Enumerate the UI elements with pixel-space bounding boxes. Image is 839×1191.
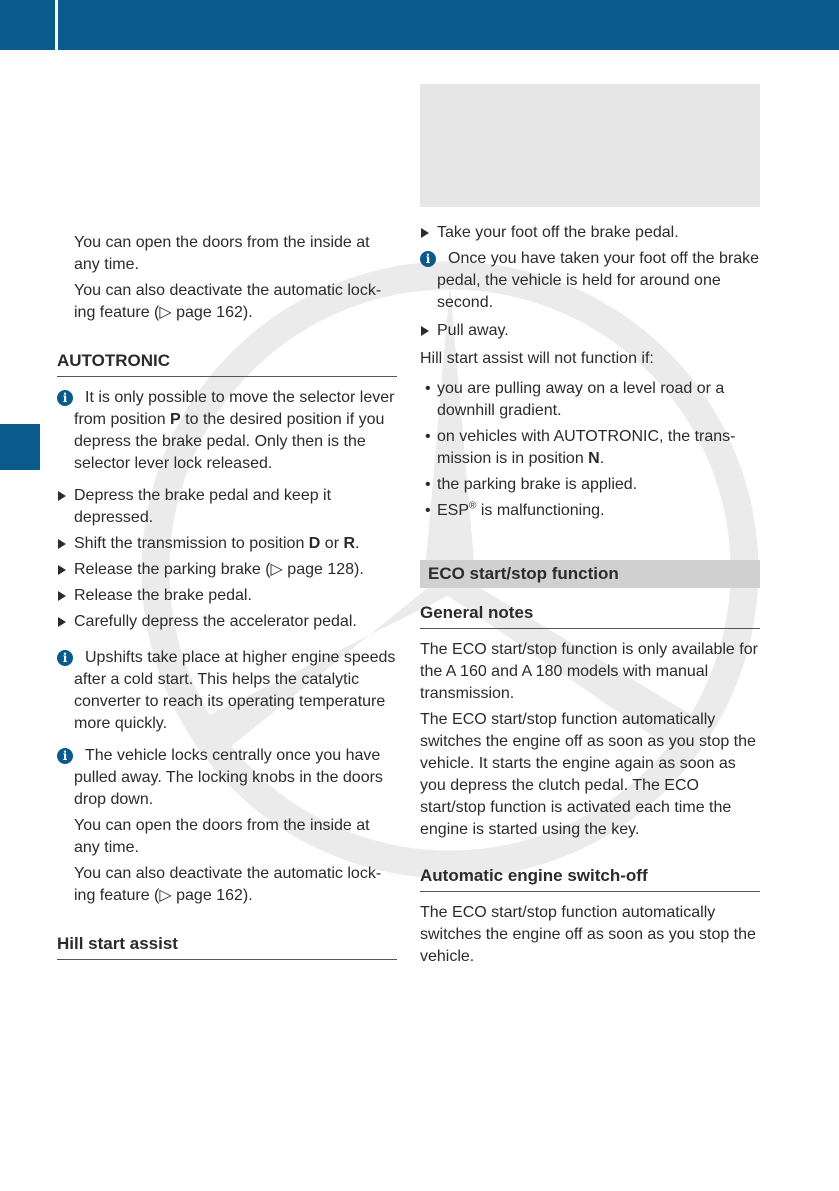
section-side-tab — [0, 424, 40, 470]
info-text-cont: to the desired position if you depress the brake pedal. Only then is the selector lever lock released. — [74, 411, 385, 472]
bullet-esp — [420, 500, 760, 522]
step-text: Pull away. — [437, 322, 509, 339]
step-shift-transmission — [57, 533, 397, 555]
arrow-right-icon — [421, 228, 429, 238]
info-icon: i — [57, 748, 73, 764]
position-p: P — [170, 411, 181, 428]
info-text: The vehicle locks centrally once you have pulled away. The locking knobs in the doors drop down. — [74, 747, 383, 808]
position-r: R — [343, 535, 356, 552]
not-function-paragraph: Hill start assist will not function if: — [420, 350, 654, 367]
step-text: Release the parking brake (▷ page 128). — [74, 561, 364, 578]
intro-paragraph-2: You can also deactivate the automatic lock-ing feature (▷ page 162). — [74, 282, 382, 321]
position-n: N — [588, 450, 600, 467]
header-bar — [0, 0, 839, 50]
esp-text: ESP — [437, 502, 470, 519]
bullet-dot: • — [425, 428, 431, 445]
step-foot-off-brake — [420, 222, 760, 244]
info-selector-lever — [57, 387, 397, 475]
bullet-parking-brake — [420, 474, 760, 496]
arrow-right-icon — [58, 617, 66, 627]
info-text: Upshifts take place at higher engine speeds after a cold start. This helps the catalytic converter to reach its operating temperature more quickly. — [74, 649, 396, 732]
left-column — [57, 232, 397, 960]
general-paragraph-1: The ECO start/stop function is only available for the A 160 and A 180 models with manual transmission. — [420, 641, 758, 702]
bullet-text: the parking brake is applied. — [437, 476, 638, 493]
info-central-locking — [57, 745, 397, 811]
grey-panel — [420, 84, 760, 207]
position-d: D — [308, 535, 321, 552]
auto-switch-off-heading: Automatic engine switch-off — [420, 865, 760, 892]
doors-paragraph: You can open the doors from the inside at any time. — [74, 817, 370, 856]
info-icon: i — [57, 390, 73, 406]
step-text-or: or — [320, 535, 344, 552]
step-text: Shift the transmission to position — [74, 535, 309, 552]
step-depress-brake — [57, 485, 397, 529]
step-pull-away — [420, 320, 760, 342]
step-release-parking-brake — [57, 559, 397, 581]
info-text: It is only possible to move the selector lever from position — [74, 389, 395, 428]
eco-section-bar: ECO start/stop function — [420, 560, 760, 588]
step-release-brake — [57, 585, 397, 607]
autotronic-heading: AUTOTRONIC — [57, 350, 397, 377]
bullet-text: you are pulling away on a level road or a downhill gradient. — [437, 380, 725, 419]
step-text: Depress the brake pedal and keep it depressed. — [74, 487, 332, 526]
arrow-right-icon — [58, 539, 66, 549]
arrow-right-icon — [58, 565, 66, 575]
bullet-text: is malfunctioning. — [480, 502, 605, 519]
info-text: Once you have taken your foot off the brake pedal, the vehicle is held for around one second. — [437, 250, 760, 311]
step-text: Release the brake pedal. — [74, 587, 252, 604]
bullet-text: on vehicles with AUTOTRONIC, the trans-mission is in position — [437, 428, 736, 467]
locking-paragraph: You can also deactivate the automatic lock-ing feature (▷ page 162). — [74, 865, 382, 904]
arrow-right-icon — [58, 491, 66, 501]
hill-start-heading: Hill start assist — [57, 933, 397, 960]
right-column — [420, 84, 760, 968]
info-upshifts — [57, 647, 397, 735]
general-notes-heading: General notes — [420, 602, 760, 629]
info-icon: i — [420, 251, 436, 267]
bullet-dot: • — [425, 502, 431, 519]
info-icon: i — [57, 650, 73, 666]
auto-switch-off-paragraph: The ECO start/stop function automatically switches the engine off as soon as you stop the vehicle. — [420, 904, 756, 965]
step-text: Carefully depress the accelerator pedal. — [74, 613, 357, 630]
bullet-dot: • — [425, 476, 431, 493]
arrow-right-icon — [421, 326, 429, 336]
step-accelerator — [57, 611, 397, 633]
info-vehicle-held — [420, 248, 760, 314]
bullet-level-road — [420, 378, 760, 422]
bullet-dot: • — [425, 380, 431, 397]
arrow-right-icon — [58, 591, 66, 601]
bullet-autotronic — [420, 426, 760, 470]
step-text-end: . — [355, 535, 360, 552]
registered-mark: ® — [469, 500, 477, 512]
header-separator — [55, 0, 58, 50]
general-paragraph-2: The ECO start/stop function automatically switches the engine off as soon as you stop the vehicle. It starts the engine again as soon as you depress the clutch pedal. The ECO start/stop function is activated each time the engine is started using the key. — [420, 711, 756, 838]
step-text: Take your foot off the brake pedal. — [437, 224, 679, 241]
bullet-text-end: . — [599, 450, 605, 467]
intro-paragraph-1: You can open the doors from the inside at any time. — [74, 234, 370, 273]
